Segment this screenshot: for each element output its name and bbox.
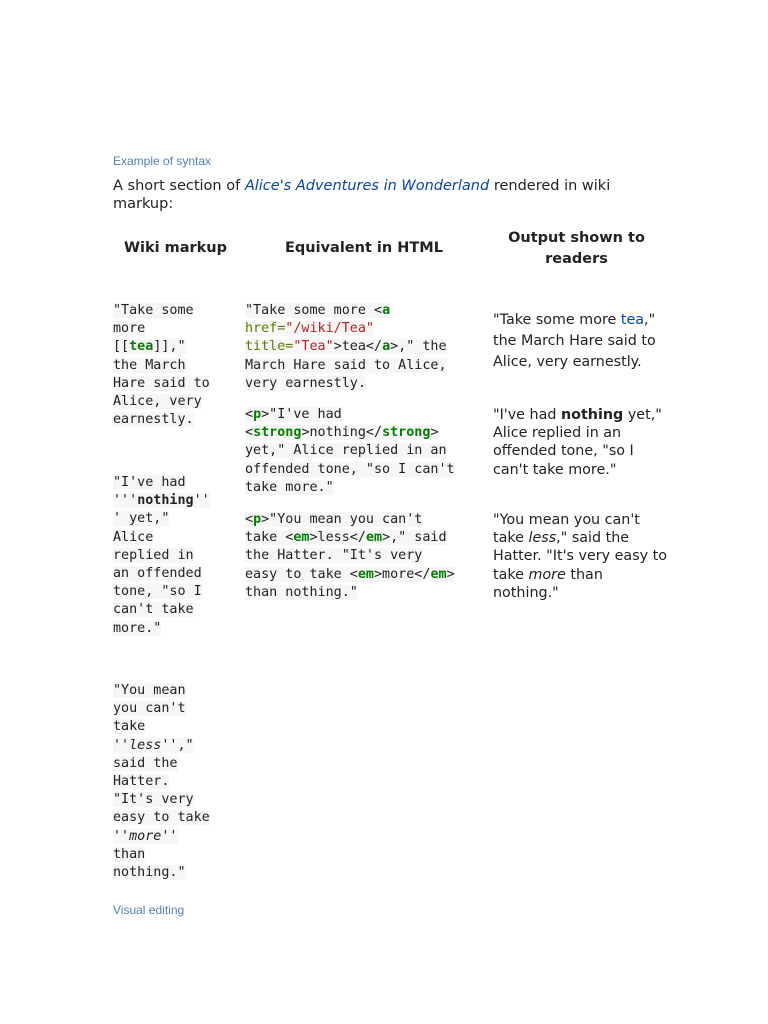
alice-link[interactable]: Alice's Adventures in Wonderland <box>244 178 490 194</box>
tea-link[interactable]: tea <box>620 312 645 328</box>
html-row-3: <p>"You mean you can't take <em>less</em>," said the Hatter. "It's very easy to take <em>more</em> than nothing." <box>245 512 455 600</box>
intro-text-end: rendered in wiki markup: <box>113 178 611 212</box>
header-output: Output shown to readers <box>508 230 645 267</box>
header-equivalent-html: Equivalent in HTML <box>285 240 443 256</box>
section-heading-visual-editing: Visual editing <box>113 903 185 917</box>
wiki-markup-row-1: "Take some more [[tea]]," the March Hare said to Alice, very earnestly. <box>113 303 210 428</box>
html-row-2: <p>"I've had <strong>nothing</strong> yet," Alice replied in an offended tone, "so I can't take more." <box>245 407 455 495</box>
output-row-3: "You mean you can't take less," said the Hatter. "It's very easy to take more than nothing." <box>493 512 667 601</box>
intro-paragraph <box>113 177 673 213</box>
wiki-markup-row-3: "You mean you can't take ''less''," said the Hatter. "It's very easy to take ''more'' than nothing." <box>113 683 210 881</box>
output-row-2: "I've had nothing yet," Alice replied in an offended tone, "so I can't take more." <box>493 407 662 478</box>
wiki-markup-row-2: "I've had '''nothing'' ' yet," Alice replied in an offended tone, "so I can't take more." <box>113 475 210 636</box>
intro-text: A short section of <box>113 178 245 194</box>
section-heading-example-of-syntax: Example of syntax <box>113 154 212 168</box>
output-row-1: "Take some more tea," the March Hare said to Alice, very earnestly. <box>493 312 656 370</box>
header-wiki-markup: Wiki markup <box>123 240 227 256</box>
html-row-1: "Take some more <a href="/wiki/Tea" title="Tea">tea</a>," the March Hare said to Alice, very earnestly. <box>245 303 447 391</box>
